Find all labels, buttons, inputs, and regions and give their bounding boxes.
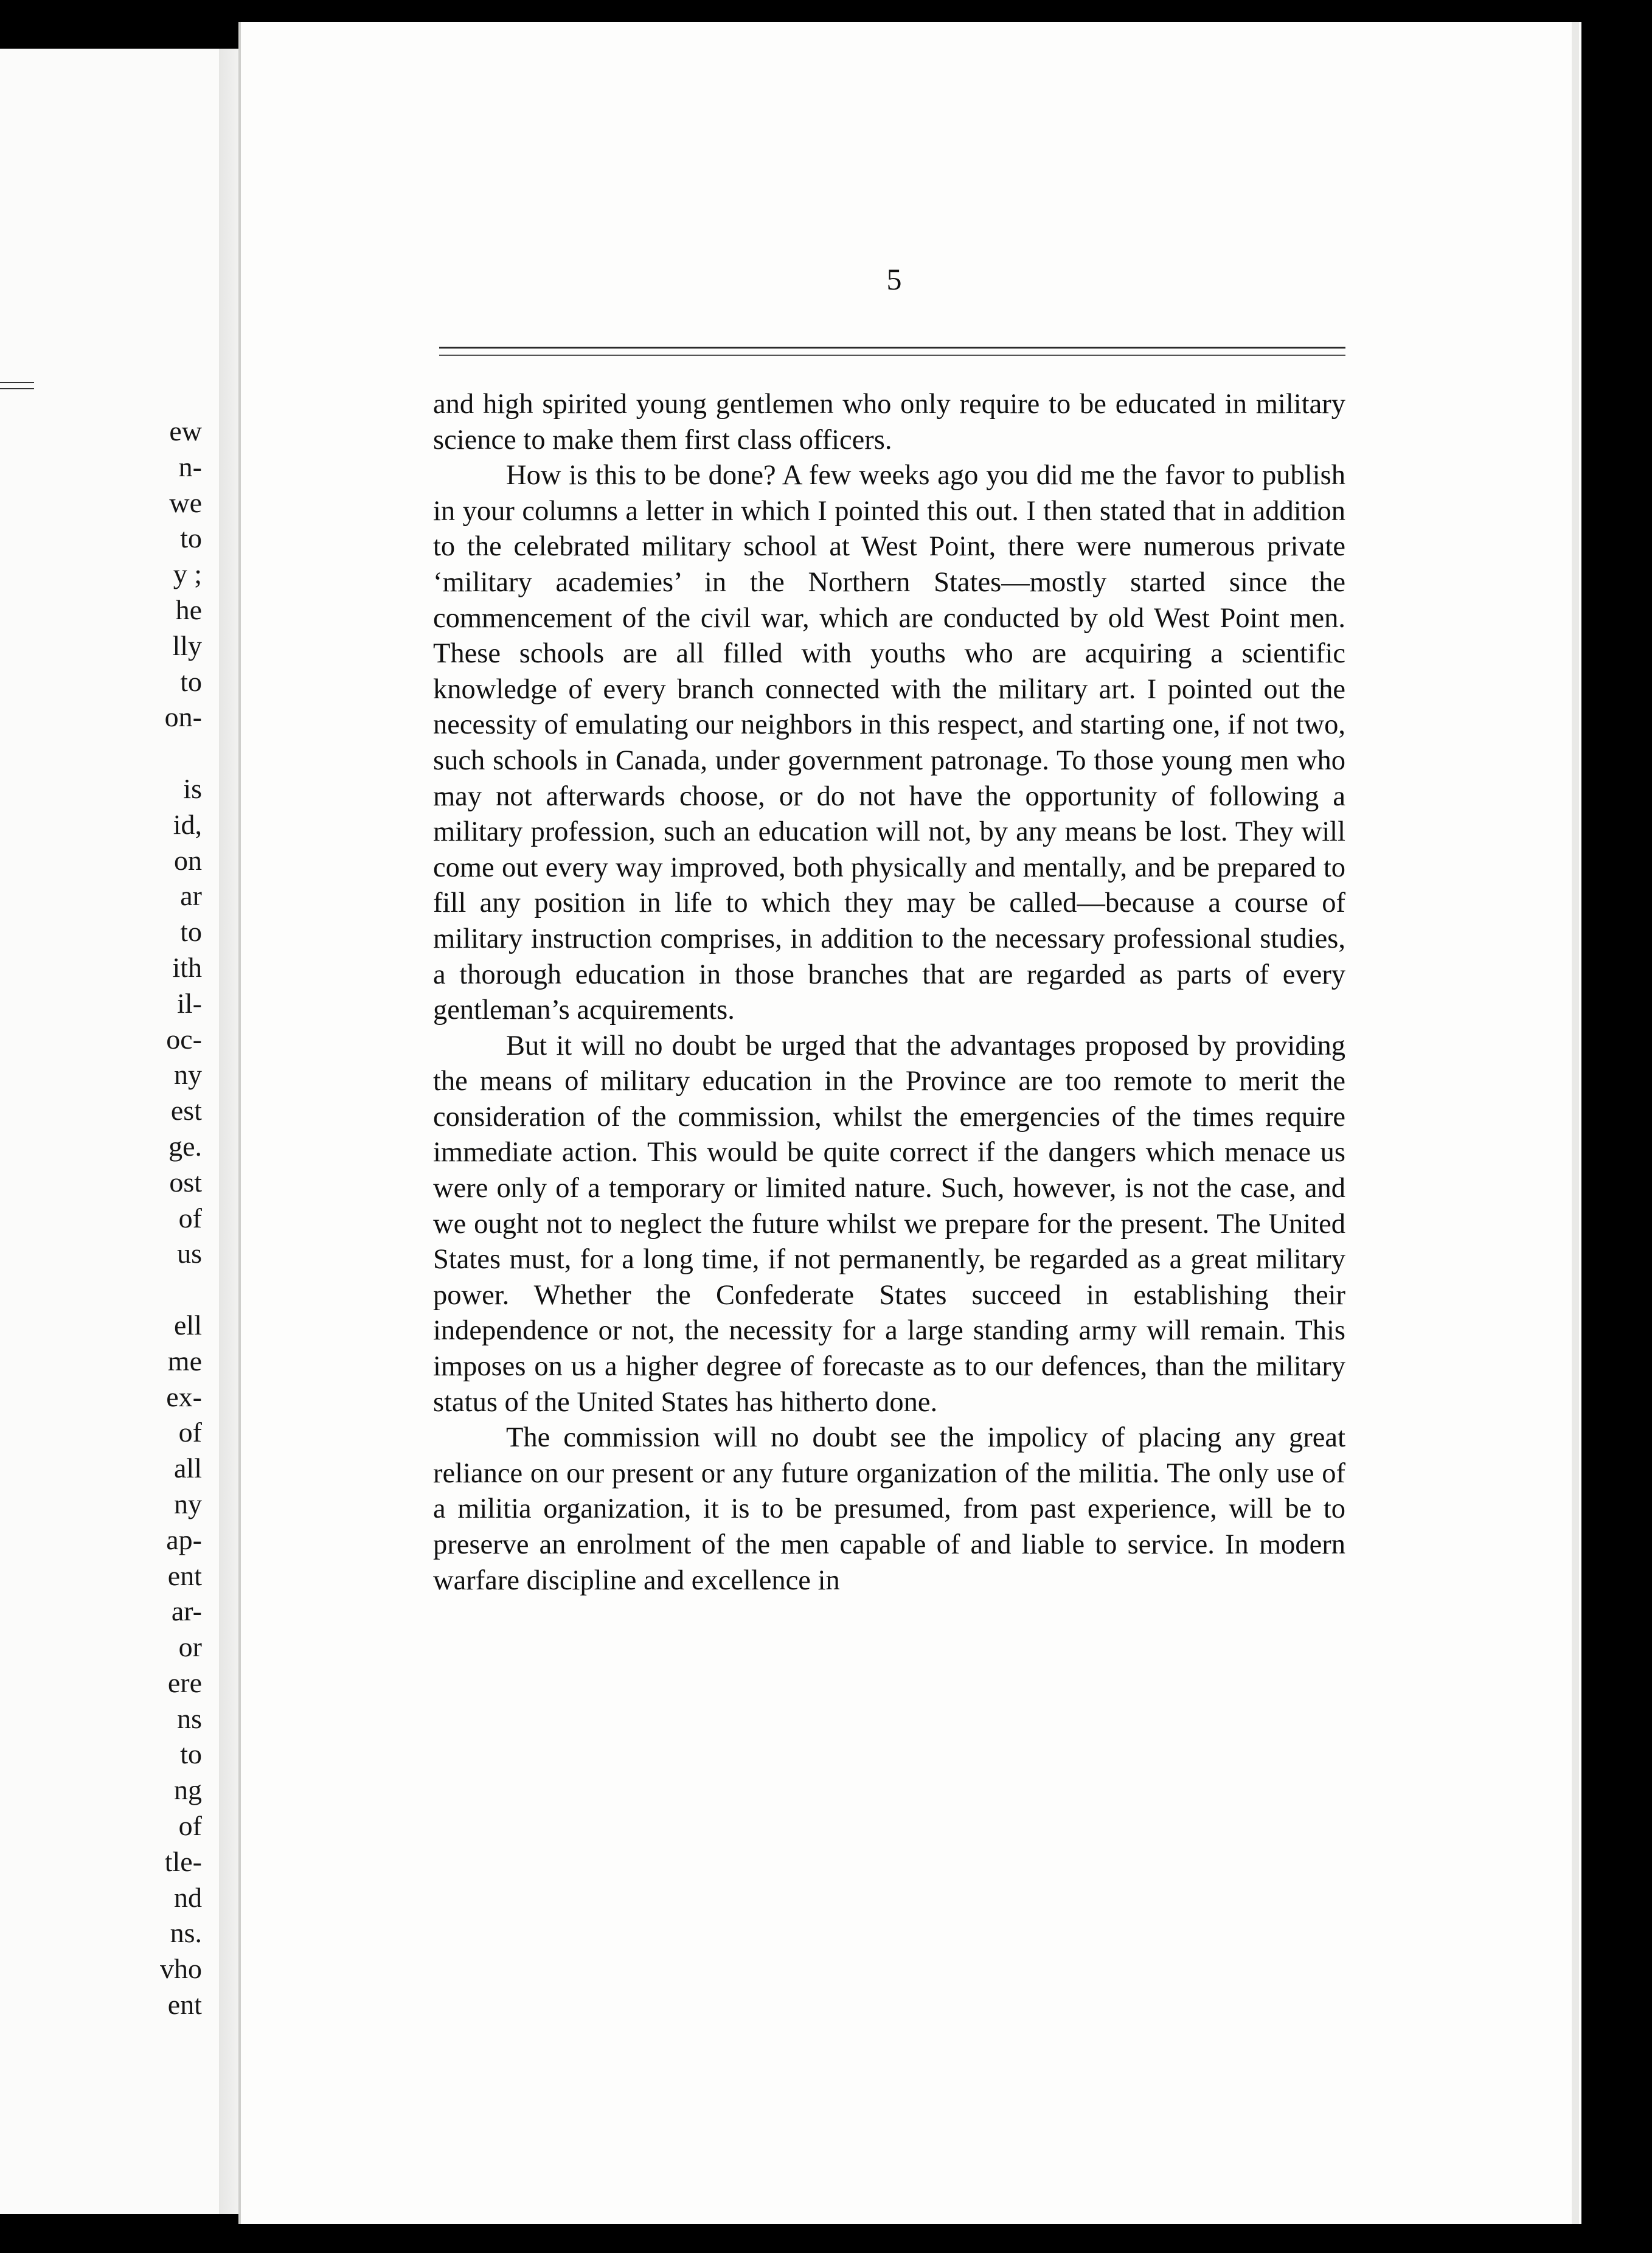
left-facing-page: [0, 49, 223, 2214]
paragraph: and high spirited young gentlemen who only require to be educated in military science to make them first class officers.: [433, 389, 1345, 456]
left-page-rule: [0, 382, 34, 389]
left-page-text-fragments: ew n- we to y ; he lly to on- is id, on ar to ith il- oc- ny est ge. ost of us ell me ex- of all ny ap- ent ar- or ere ns to ng of tle- nd ns. vho ent: [160, 415, 202, 2021]
paragraph: How is this to be done? A few weeks ago you did me the favor to publish in your columns a letter in which I pointed this out. I then stated that in addition to the celebrated military school at West Point, there were numerous private ‘military academies’ in the Northern States—mostly started since the commencement of the civil war, which are conducted by old West Point men. These schools are all filled with youths who are acquiring a scientific knowledge of every branch connected with the military art. I pointed out the necessity of emulating our neighbors in this respect, and starting one, if not two, such schools in Canada, under government patronage. To those young men who may not afterwards choose, or do not have the opportunity of following a military profession, such an education will not, by any means be lost. They will come out every way improved, both physically and mentally, and be prepared to fill any position in life to which they may be called—because a course of military instruction comprises, in addition to the necessary professional studies, a thorough education in those branches that are regarded as parts of every gentleman’s acquirements.: [433, 460, 1345, 1026]
page-number: 5: [886, 262, 902, 296]
body-text: [433, 387, 1345, 1599]
paragraph: The commission will no doubt see the impolicy of placing any great reliance on our present or any future organization of the militia. The only use of a militia organization, it is to be presumed, from past experience, will be to preserve an enrolment of the men capable of and liable to service. In modern warfare discipline and excellence in: [433, 1422, 1345, 1596]
page-edge: [1572, 22, 1579, 2224]
header-rule: [439, 347, 1345, 356]
paragraph: But it will no doubt be urged that the advantages proposed by providing the means of military education in the Province are too remote to merit the consideration of the commission, whilst the emergencies of the times require immediate action. This would be quite correct if the dangers which menace us were only of a temporary or limited nature. Such, however, is not the case, and we ought not to neglect the future whilst we prepare for the present. The United States must, for a long time, if not permanently, be regarded as a great military power. Whether the Confederate States succeed in establishing their independence or not, the necessity for a large standing army will remain. This imposes on us a higher degree of forecaste as to our defences, than the military status of the United States has hitherto done.: [433, 1030, 1345, 1418]
